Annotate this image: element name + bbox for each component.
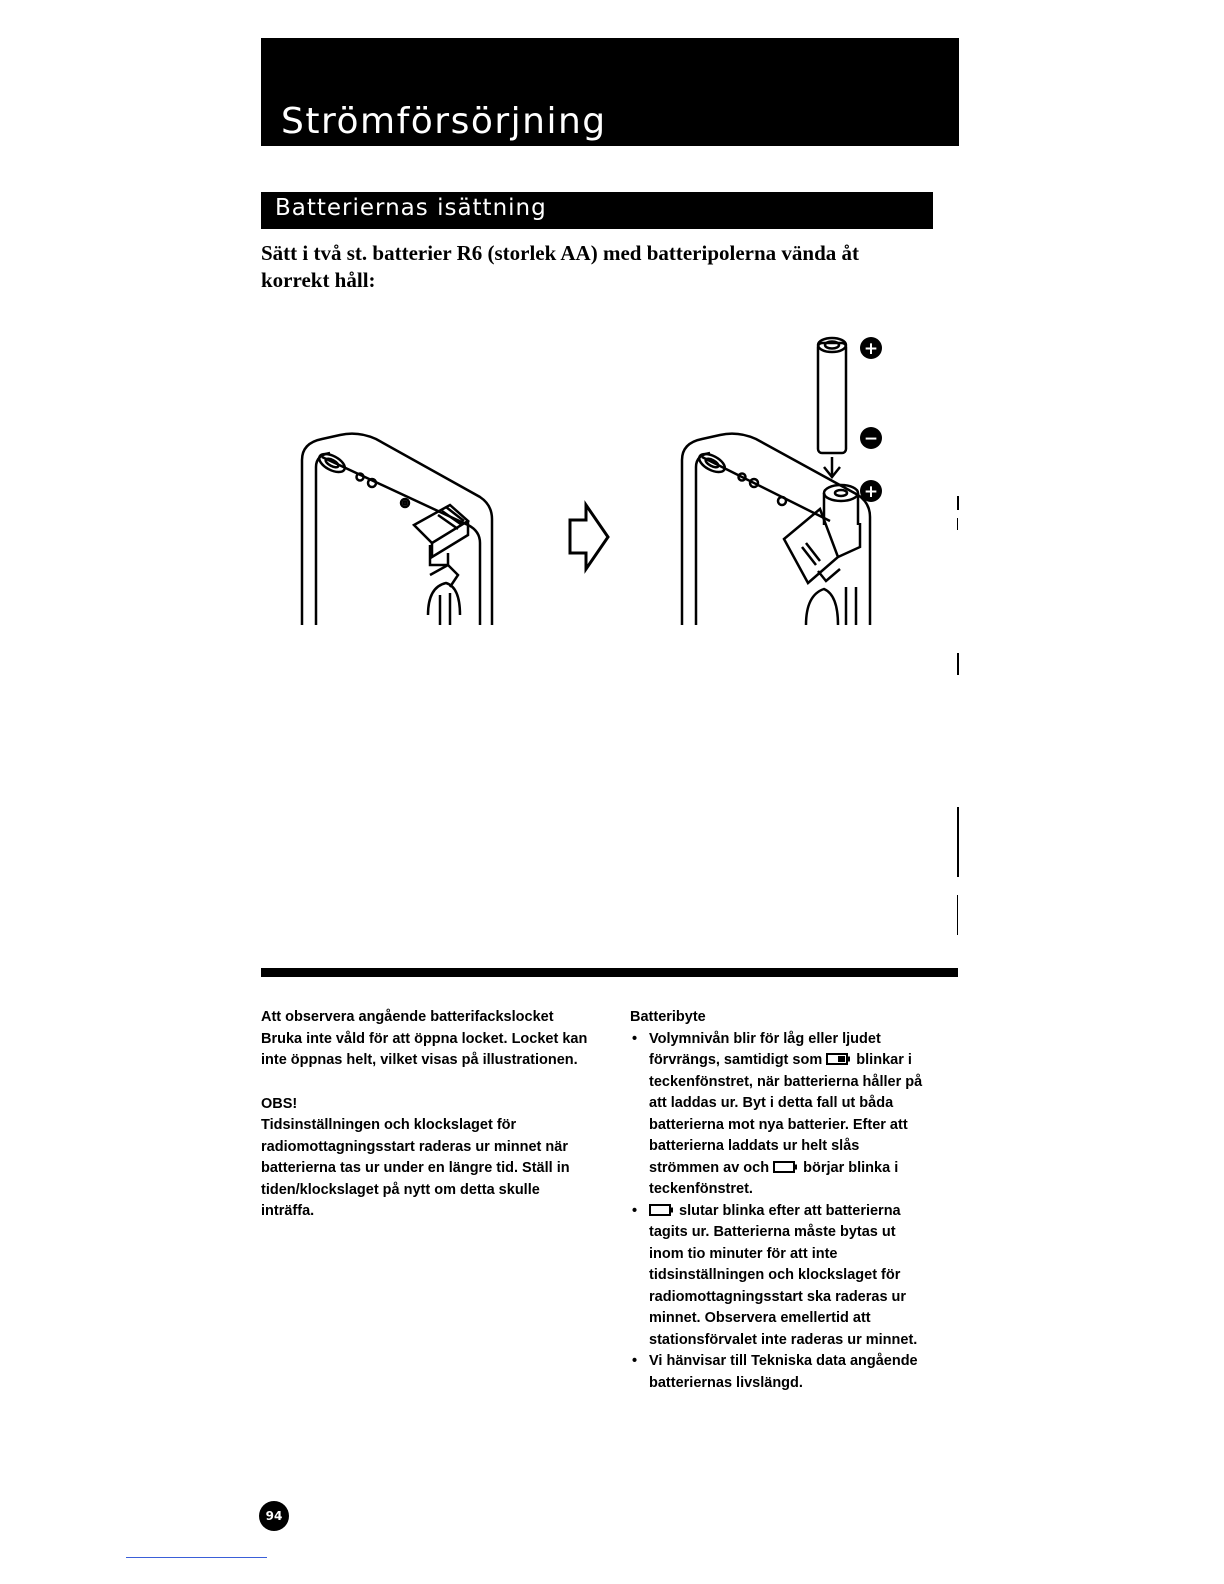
footer-line <box>126 1557 267 1558</box>
chapter-title-bar <box>261 38 959 146</box>
intro-text: Sätt i två st. batterier R6 (storlek AA) med batteripolerna vända åt korrekt håll: <box>261 241 860 292</box>
right-arrow-outline-icon <box>570 505 608 569</box>
battery-insertion-illustration <box>290 325 900 630</box>
page-number: 94 <box>259 1501 289 1531</box>
list-item: • slutar blinka efter att batterierna tagits ur. Batterierna måste bytas ut inom tio minuter för att inte tidsinställningen och klockslaget för radiomottagningsstart ska raderas ur minnet. Observera emellertid att stationsförvalet inte raderas ur minnet. <box>630 1201 930 1352</box>
plus-sign-bottom: + <box>863 482 879 502</box>
right-column <box>630 1007 930 1394</box>
margin-mark <box>957 496 959 510</box>
margin-mark <box>957 807 959 877</box>
plus-sign-top: + <box>863 339 879 359</box>
list-item: • Volymnivån blir för låg eller ljudet förvrängs, samtidigt som blinkar i teckenfönstret, när batterierna håller på att laddas ur. Byt i detta fall ut båda batterierna mot nya batterier. Efter att batterierna laddats ur helt slås strömmen av och börjar blinka i teckenfönstret. <box>630 1029 930 1201</box>
chapter-title: Strömförsörjning <box>281 101 607 142</box>
device-open-drawing <box>682 338 870 625</box>
battery-low-icon <box>826 1053 852 1065</box>
margin-mark <box>957 518 958 530</box>
lid-note-text: Bruka inte våld för att öppna locket. Locket kan inte öppnas helt, vilket visas på illustrationen. <box>261 1030 588 1068</box>
minus-sign: − <box>863 429 879 449</box>
battery-empty-icon <box>649 1204 675 1216</box>
polarity-markers <box>860 337 882 502</box>
margin-mark <box>957 653 959 675</box>
lid-note-heading: Att observera angående batterifackslocket <box>261 1009 554 1025</box>
obs-heading: OBS! <box>261 1095 298 1112</box>
battery-replacement-heading: Batteribyte <box>630 1009 706 1025</box>
section-heading: Batteriernas isättning <box>275 195 547 221</box>
device-closed-drawing <box>302 434 492 625</box>
battery-empty-icon <box>773 1161 799 1173</box>
left-column <box>261 1007 591 1223</box>
battery-replacement-list <box>630 1029 930 1395</box>
list-item: • Vi hänvisar till Tekniska data angående batteriernas livslängd. <box>630 1351 930 1394</box>
section-divider <box>261 968 958 977</box>
section-heading-bar <box>261 192 933 229</box>
margin-mark <box>957 895 958 935</box>
obs-text: Tidsinställningen och klockslaget för radiomottagningsstart raderas ur minnet när batterierna tas ur under en längre tid. Ställ in tiden/klockslaget på nytt om detta skulle inträffa. <box>261 1117 570 1219</box>
